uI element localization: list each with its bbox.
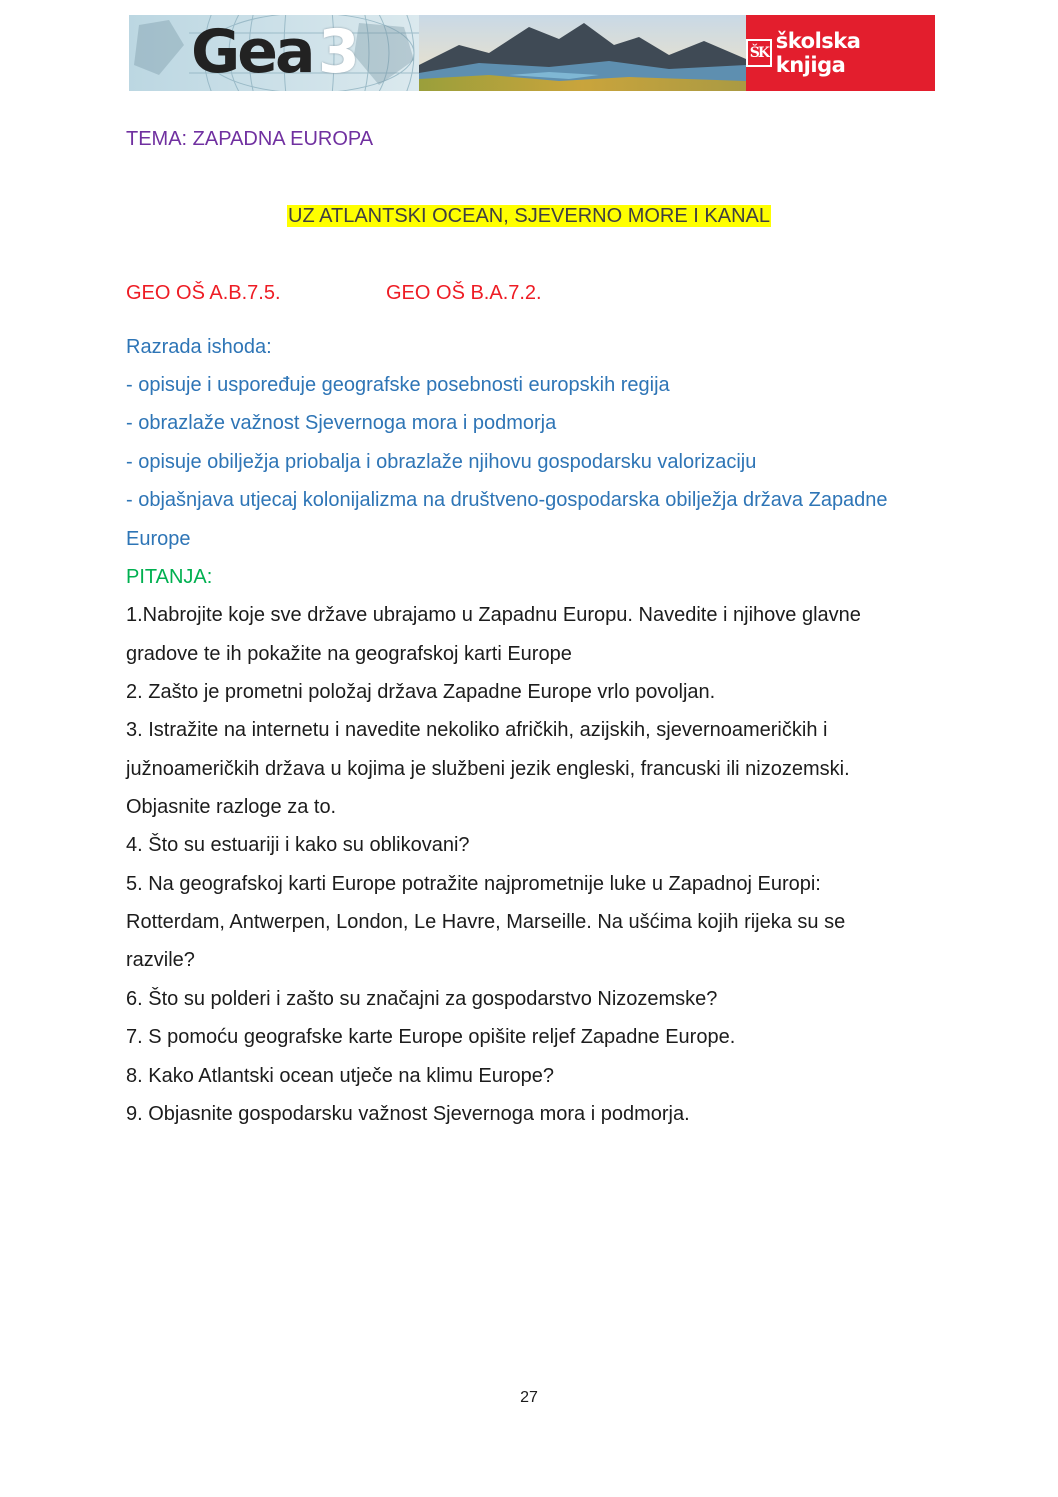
question-line: 3. Istražite na internetu i navedite nekoliko afričkih, azijskih, sjevernoameričkih i <box>126 719 828 741</box>
question-line: 4. Što su estuariji i kako su oblikovani? <box>126 834 470 856</box>
question-line: 6. Što su polderi i zašto su značajni za gospodarstvo Nizozemske? <box>126 988 718 1010</box>
question-line: Objasnite razloge za to. <box>126 796 337 818</box>
banner-title: Gea <box>191 17 313 87</box>
question-line: gradove te ih pokažite na geografskoj karti Europe <box>126 643 572 665</box>
banner-number: 3 <box>318 17 360 87</box>
outcome-line: - opisuje i uspoređuje geografske posebnosti europskih regija <box>126 374 670 396</box>
questions-heading: PITANJA: <box>126 566 213 588</box>
header-banner <box>129 15 935 91</box>
outcome-code: GEO OŠ B.A.7.2. <box>386 282 542 304</box>
question-line: 1.Nabrojite koje sve države ubrajamo u Zapadnu Europu. Navedite i njihove glavne <box>126 604 861 626</box>
lesson-subtitle-text: UZ ATLANTSKI OCEAN, SJEVERNO MORE I KANAL <box>288 205 770 227</box>
question-line: 9. Objasnite gospodarsku važnost Sjevernoga mora i podmorja. <box>126 1103 690 1125</box>
topic-heading: TEMA: ZAPADNA EUROPA <box>126 128 374 150</box>
outcome-line: - obrazlaže važnost Sjevernoga mora i podmorja <box>126 412 557 434</box>
outcome-line: - objašnjava utjecaj kolonijalizma na društveno-gospodarska obilježja država Zapadne <box>126 489 888 511</box>
publisher-logo <box>746 15 935 91</box>
question-line: 7. S pomoću geografske karte Europe opišite reljef Zapadne Europe. <box>126 1026 736 1048</box>
question-line: 2. Zašto je prometni položaj država Zapadne Europe vrlo povoljan. <box>126 681 716 703</box>
page-number: 27 <box>520 1389 538 1406</box>
outcome-code: GEO OŠ A.B.7.5. <box>126 282 281 304</box>
outcome-line: - opisuje obilježja priobalja i obrazlaže njihovu gospodarsku valorizaciju <box>126 451 757 473</box>
publisher-mark-icon: ŠK <box>746 39 772 67</box>
question-line: 5. Na geografskoj karti Europe potražite najprometnije luke u Zapadnoj Europi: <box>126 873 821 895</box>
question-line: južnoameričkih država u kojima je službeni jezik engleski, francuski ili nizozemski. <box>126 758 850 780</box>
question-line: razvile? <box>126 949 195 971</box>
outcomes-heading: Razrada ishoda: <box>126 336 272 358</box>
question-line: Rotterdam, Antwerpen, London, Le Havre, Marseille. Na ušćima kojih rijeka su se <box>126 911 846 933</box>
question-line: 8. Kako Atlantski ocean utječe na klimu Europe? <box>126 1065 555 1087</box>
lesson-subtitle <box>0 202 1058 230</box>
outcome-line: Europe <box>126 528 191 550</box>
publisher-name: školska knjiga <box>775 29 861 77</box>
